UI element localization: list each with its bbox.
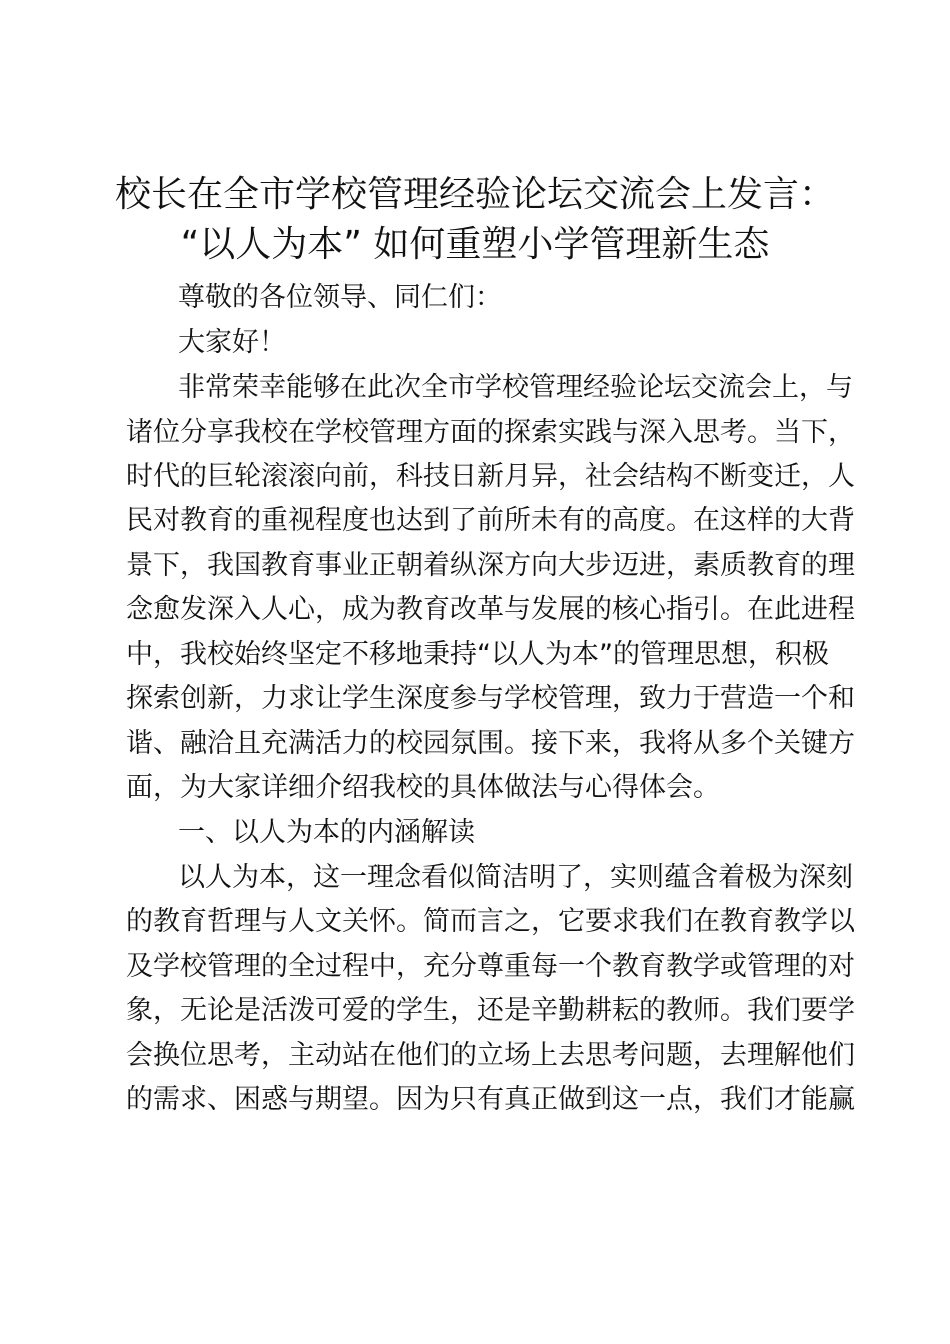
paragraph-1-line-3: 时代的巨轮滚滚向前，科技日新月异，社会结构不断变迁，人 <box>126 461 855 492</box>
document-title-line-2: “以人为本” 如何重塑小学管理新生态 <box>180 224 770 265</box>
section-heading-1: 一、以人为本的内涵解读 <box>178 817 475 848</box>
paragraph-1-line-5: 景下，我国教育事业正朝着纵深方向大步迈进，素质教育的理 <box>126 550 855 581</box>
paragraph-2-line-2: 的教育哲理与人文关怀。简而言之，它要求我们在教育教学以 <box>126 906 855 937</box>
greeting: 大家好！ <box>178 327 286 358</box>
salutation: 尊敬的各位领导、同仁们： <box>178 282 502 313</box>
paragraph-1-line-7: 中，我校始终坚定不移地秉持“以人为本”的管理思想，积极 <box>126 639 829 670</box>
paragraph-1-line-10: 面，为大家详细介绍我校的具体做法与心得体会。 <box>126 772 720 803</box>
paragraph-1-line-8: 探索创新，力求让学生深度参与学校管理，致力于营造一个和 <box>126 683 855 714</box>
paragraph-2-line-4: 象，无论是活泼可爱的学生，还是辛勤耕耘的教师。我们要学 <box>126 995 855 1026</box>
paragraph-2-line-1: 以人为本，这一理念看似简洁明了，实则蕴含着极为深刻 <box>178 862 853 893</box>
paragraph-1-line-2: 诸位分享我校在学校管理方面的探索实践与深入思考。当下， <box>126 417 855 448</box>
paragraph-1-line-6: 念愈发深入人心，成为教育改革与发展的核心指引。在此进程 <box>126 594 855 625</box>
paragraph-1-line-1: 非常荣幸能够在此次全市学校管理经验论坛交流会上，与 <box>178 372 853 403</box>
paragraph-1-line-9: 谐、融洽且充满活力的校园氛围。接下来，我将从多个关键方 <box>126 728 855 759</box>
paragraph-1-line-4: 民对教育的重视程度也达到了前所未有的高度。在这样的大背 <box>126 505 855 536</box>
paragraph-2-line-5: 会换位思考，主动站在他们的立场上去思考问题，去理解他们 <box>126 1040 855 1071</box>
paragraph-2-line-3: 及学校管理的全过程中，充分尊重每一个教育教学或管理的对 <box>126 951 855 982</box>
paragraph-2-line-6: 的需求、困惑与期望。因为只有真正做到这一点，我们才能赢 <box>126 1084 855 1115</box>
document-title-line-1: 校长在全市学校管理经验论坛交流会上发言： <box>114 174 835 215</box>
